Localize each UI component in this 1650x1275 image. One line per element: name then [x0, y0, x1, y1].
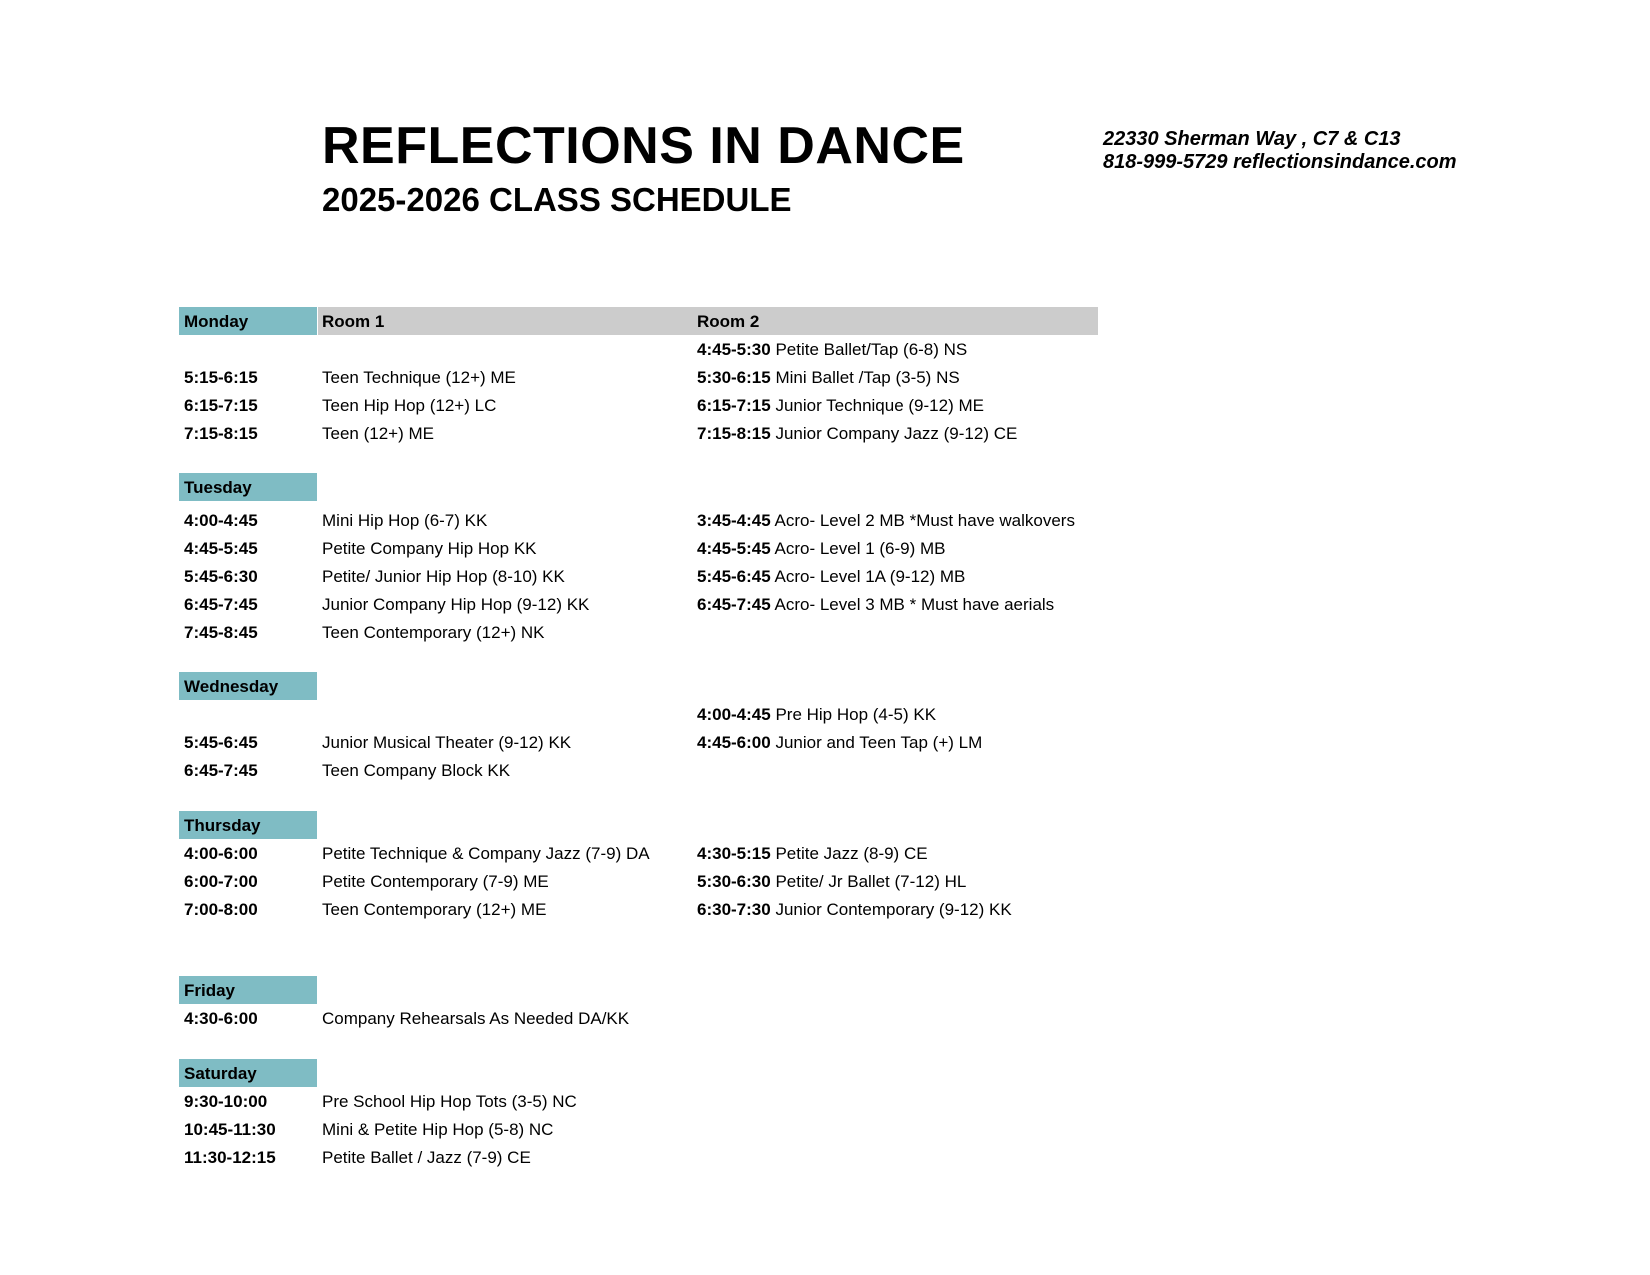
- room2-entry: [697, 535, 946, 563]
- room1-time: 5:45-6:30: [184, 567, 258, 586]
- room1-class: Teen Company Block KK: [322, 761, 511, 780]
- day-header-friday: Friday: [179, 976, 317, 1004]
- room1-class: Junior Musical Theater (9-12) KK: [322, 733, 572, 752]
- room2-class: Junior Company Jazz (9-12) CE: [775, 424, 1018, 443]
- room2-class: Junior Contemporary (9-12) KK: [775, 900, 1012, 919]
- room2-class: Pre Hip Hop (4-5) KK: [775, 705, 937, 724]
- room2-time: 7:15-8:15: [697, 424, 771, 443]
- room1-time: 5:15-6:15: [184, 368, 258, 387]
- room1-time: 9:30-10:00: [184, 1092, 268, 1111]
- room1-class: Pre School Hip Hop Tots (3-5) NC: [322, 1092, 577, 1111]
- room1-time: 4:00-6:00: [184, 844, 258, 863]
- room2-class: Acro- Level 3 MB * Must have aerials: [774, 595, 1055, 614]
- room2-entry: [697, 840, 928, 868]
- room1-class: Teen Technique (12+) ME: [322, 368, 516, 387]
- room2-time: 3:45-4:45: [697, 511, 771, 530]
- room2-time: 6:45-7:45: [697, 595, 771, 614]
- room1-time: 6:00-7:00: [184, 872, 258, 891]
- room2-class: Acro- Level 1 (6-9) MB: [774, 539, 946, 558]
- room1-class: Petite Contemporary (7-9) ME: [322, 872, 549, 891]
- room2-class: Petite Jazz (8-9) CE: [775, 844, 928, 863]
- room1-time: 6:15-7:15: [184, 396, 258, 415]
- room2-entry: [697, 336, 967, 364]
- room2-class: Petite Ballet/Tap (6-8) NS: [775, 340, 968, 359]
- room2-entry: [697, 896, 1012, 924]
- room1-class: Junior Company Hip Hop (9-12) KK: [322, 595, 590, 614]
- page-subtitle: 2025-2026 CLASS SCHEDULE: [322, 181, 792, 218]
- room2-header: Room 2: [697, 312, 760, 331]
- room1-class: Petite/ Junior Hip Hop (8-10) KK: [322, 567, 565, 586]
- room2-class: Acro- Level 2 MB *Must have walkovers: [774, 511, 1075, 530]
- room1-class: Mini & Petite Hip Hop (5-8) NC: [322, 1120, 554, 1139]
- room1-time: 6:45-7:45: [184, 595, 258, 614]
- room1-time: 5:45-6:45: [184, 733, 258, 752]
- room1-time: 4:00-4:45: [184, 511, 258, 530]
- room2-entry: [697, 507, 1075, 535]
- room2-entry: [697, 701, 936, 729]
- room2-entry: [697, 392, 984, 420]
- page-title: REFLECTIONS IN DANCE: [322, 117, 965, 175]
- room1-time: 11:30-12:15: [184, 1148, 276, 1167]
- room2-entry: [697, 868, 966, 896]
- room2-entry: [697, 420, 1017, 448]
- room1-header: Room 1: [322, 312, 385, 331]
- room2-time: 5:30-6:30: [697, 872, 771, 891]
- day-header-thursday: Thursday: [179, 811, 317, 839]
- room1-class: Petite Technique & Company Jazz (7-9) DA: [322, 844, 650, 863]
- room1-class: Teen Contemporary (12+) ME: [322, 900, 547, 919]
- room2-class: Acro- Level 1A (9-12) MB: [774, 567, 966, 586]
- room1-class: Petite Ballet / Jazz (7-9) CE: [322, 1148, 531, 1167]
- room1-class: Petite Company Hip Hop KK: [322, 539, 537, 558]
- room2-class: Mini Ballet /Tap (3-5) NS: [775, 368, 960, 387]
- room1-class: Teen (12+) ME: [322, 424, 434, 443]
- room1-class: Company Rehearsals As Needed DA/KK: [322, 1009, 630, 1028]
- day-header-monday: Monday: [179, 307, 317, 335]
- day-header-saturday: Saturday: [179, 1059, 317, 1087]
- room1-time: 7:45-8:45: [184, 623, 258, 642]
- room1-time: 4:30-6:00: [184, 1009, 258, 1028]
- room1-class: Teen Hip Hop (12+) LC: [322, 396, 497, 415]
- room2-class: Junior Technique (9-12) ME: [775, 396, 984, 415]
- address: 22330 Sherman Way , C7 & C13: [1103, 128, 1401, 150]
- room2-class: Junior and Teen Tap (+) LM: [775, 733, 983, 752]
- room2-time: 4:30-5:15: [697, 844, 771, 863]
- room2-entry: [697, 563, 965, 591]
- room2-entry: [697, 591, 1054, 619]
- room2-time: 4:45-6:00: [697, 733, 771, 752]
- phone-website: 818-999-5729 reflectionsindance.com: [1103, 151, 1457, 173]
- room2-time: 4:00-4:45: [697, 705, 771, 724]
- room1-time: 6:45-7:45: [184, 761, 258, 780]
- day-header-wednesday: Wednesday: [179, 672, 317, 700]
- room1-time: 7:00-8:00: [184, 900, 258, 919]
- room2-time: 5:45-6:45: [697, 567, 771, 586]
- day-header-tuesday: Tuesday: [179, 473, 317, 501]
- room2-entry: [697, 729, 982, 757]
- room2-time: 5:30-6:15: [697, 368, 771, 387]
- room2-entry: [697, 364, 960, 392]
- room1-class: Mini Hip Hop (6-7) KK: [322, 511, 488, 530]
- room1-time: 10:45-11:30: [184, 1120, 276, 1139]
- room2-time: 6:15-7:15: [697, 396, 771, 415]
- room1-time: 7:15-8:15: [184, 424, 258, 443]
- contact-info: [1103, 128, 1457, 174]
- room2-class: Petite/ Jr Ballet (7-12) HL: [775, 872, 967, 891]
- room1-class: Teen Contemporary (12+) NK: [322, 623, 545, 642]
- room2-time: 4:45-5:30: [697, 340, 771, 359]
- room1-time: 4:45-5:45: [184, 539, 258, 558]
- room2-time: 6:30-7:30: [697, 900, 771, 919]
- room2-time: 4:45-5:45: [697, 539, 771, 558]
